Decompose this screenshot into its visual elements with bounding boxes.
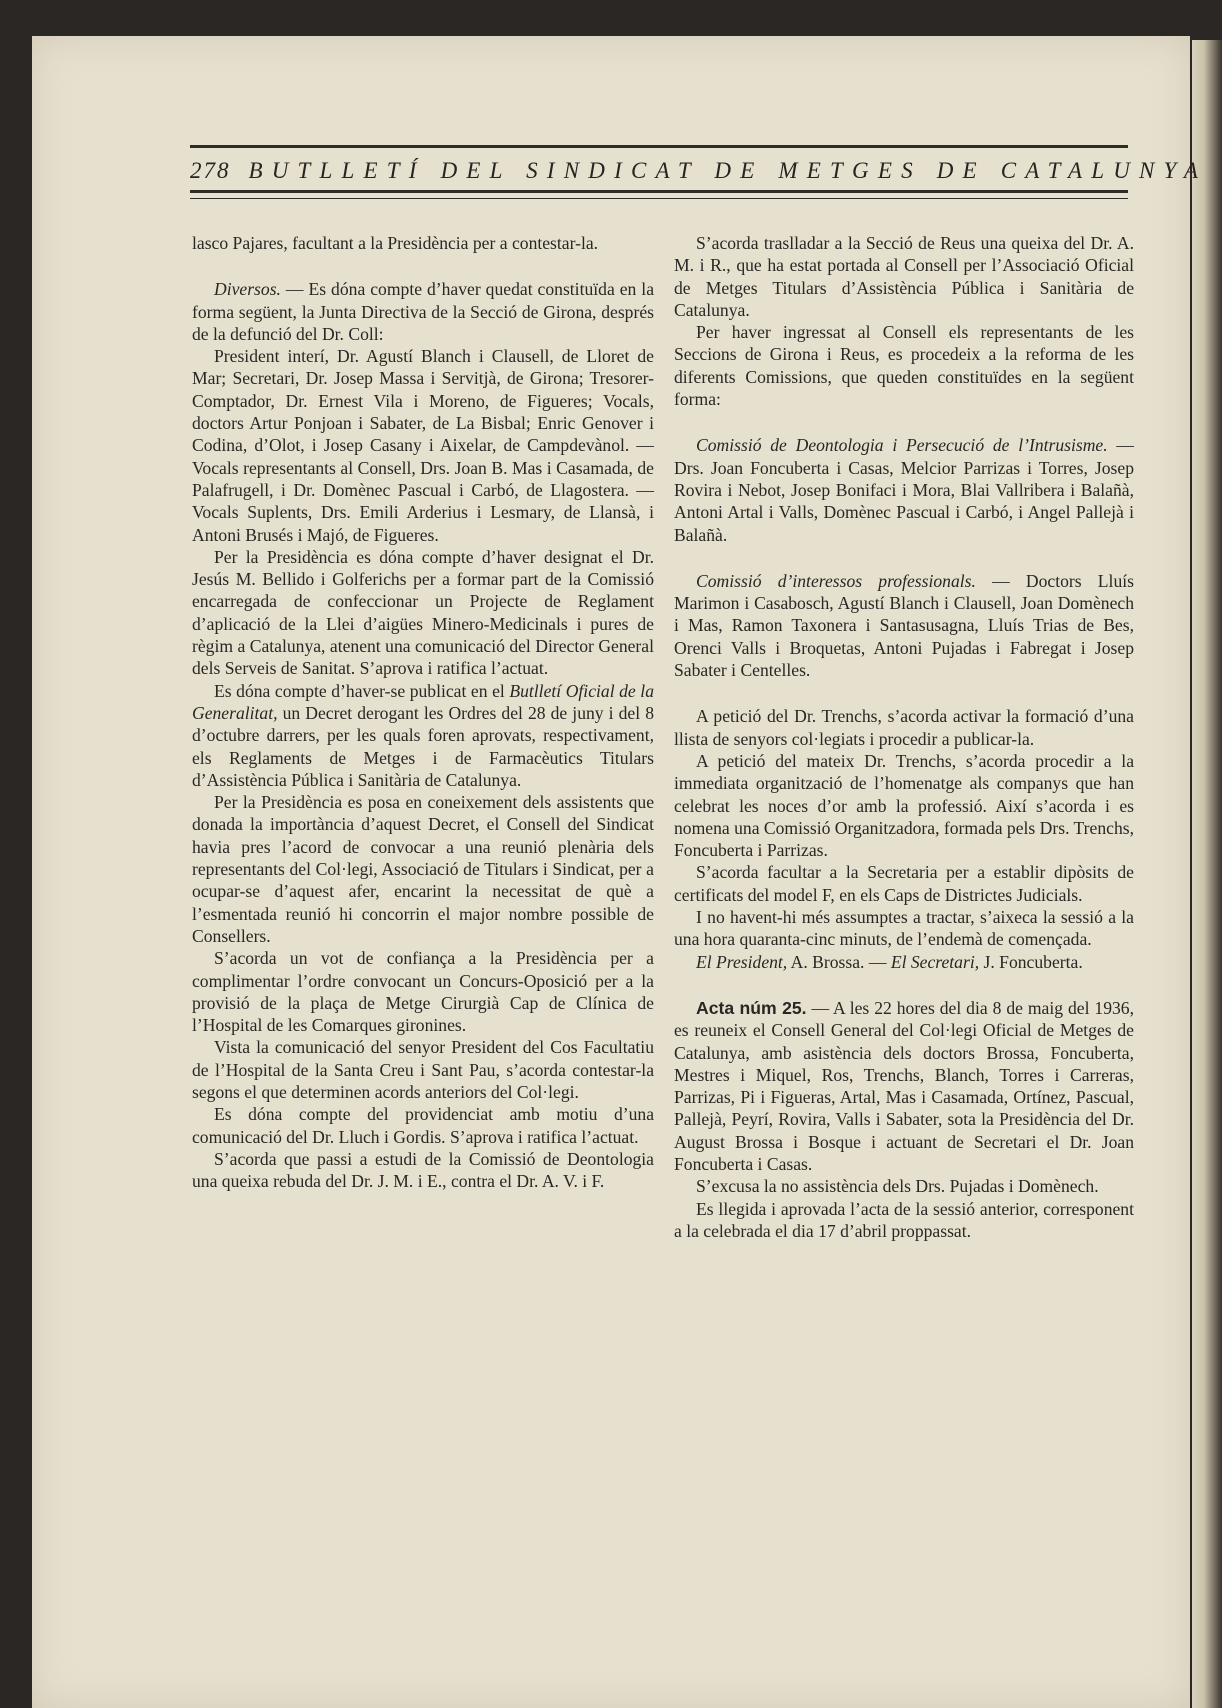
paragraph: S’acorda que passi a estudi de la Comissió de Deontologia una queixa rebuda del Dr. J. M. i E., contra el Dr. A. V. i F. [192, 1148, 654, 1192]
paragraph: Per haver ingressat al Consell els representants de les Seccions de Girona i Reus, es procedeix a la reforma de les diferents Comissions, que queden constituïdes en la següent forma: [674, 322, 1134, 410]
paragraph-commission-deontology: Comissió de Deontologia i Persecució de l’Intrusisme. — Drs. Joan Foncuberta i Casas, Melcior Parrizas i Torres, Josep Rovira i Nebot, Josep Bonifaci i Mora, Blai Vallribera i Balañà, Antoni Artal i Valls, Domènec Pascual i Carbó, i Angel Pallejà i Balañà. [674, 435, 1134, 545]
paragraph: A petició del Dr. Trenchs, s’acorda activar la formació d’una llista de senyors col·legiats i procedir a publicar-la. [674, 706, 1134, 749]
section-lead: Diversos. [214, 279, 281, 300]
paragraph-acta-25: Acta núm 25. — A les 22 hores del dia 8 de maig del 1936, es reuneix el Consell General del Col·legi Oficial de Metges de Catalunya, amb asistència dels doctors Brossa, Foncuberta, Mestres i Miquel, Ros, Trenchs, Blanch, Torres i Carreras, Parrizas, Pi i Figueras, Artal, Mas i Casamada, Ortínez, Pascual, Pallejà, Peyrí, Rovira, Valls i Sabater, sota la Presidència del Dr. August Brossa i Bosque i actuant de Secretari el Dr. Joan Foncuberta i Casas. [674, 997, 1134, 1174]
signatures: El President, A. Brossa. — El Secretari, J. Foncuberta. [696, 951, 1083, 972]
page-edge [1192, 40, 1222, 1708]
paragraph-diversos: Diversos. — Es dóna compte d’haver quedat constituïda en la forma següent, la Junta Directiva de la Secció de Girona, després de la defunció del Dr. Coll: [192, 279, 654, 344]
section-lead: Comissió de Deontologia i Persecució de l’Intrusisme. [696, 435, 1108, 456]
paragraph: President interí, Dr. Agustí Blanch i Clausell, de Lloret de Mar; Secretari, Dr. Josep Massa i Servitjà, de Girona; Tresorer-Comptador, Dr. Ernest Vila i Moreno, de Figueres; Vocals, doctors Artur Ponjoan i Sabater, de La Bisbal; Enric Genover i Codina, d’Olot, i Josep Casany i Aixelar, de Campdevànol. — Vocals representants al Consell, Drs. Joan B. Mas i Casamada, de Palafrugell, i Dr. Domènec Pascual i Carbó, de Llagostera. — Vocals Suplents, Drs. Emili Arderius i Lesmary, de Llansà, i Antoni Brusés i Majó, de Figueres. [192, 346, 654, 545]
acta-heading: Acta núm 25. [696, 997, 807, 1018]
paragraph: Es dóna compte del providenciat amb motiu d’una comunicació del Dr. Lluch i Gordis. S’aprova i ratifica l’actuat. [192, 1104, 654, 1147]
paragraph: S’excusa la no assistència dels Drs. Pujadas i Domènech. [696, 1176, 1099, 1197]
left-column [192, 232, 654, 1192]
paragraph: Es llegida i aprovada l’acta de la sessió anterior, corresponent a la celebrada el dia 17 d’abril proppassat. [674, 1198, 1134, 1241]
paragraph-commission-interests: Comissió d’interessos professionals. — Doctors Lluís Marimon i Casabosch, Agustí Blanch i Clausell, Joan Domènech i Mas, Ramon Taxonera i Santasusagna, Lluís Trias de Bes, Orenci Valls i Broquetas, Antoni Pujadas i Fabregat i Josep Sabater i Centelles. [674, 570, 1134, 681]
paragraph: A petició del mateix Dr. Trenchs, s’acorda procedir a la immediata organització de l’homenatge als companys que han celebrat les noces d’or amb la professió. Així s’acorda i es nomena una Comissió Organitzadora, formada pels Drs. Trenchs, Foncuberta i Parrizas. [674, 750, 1134, 861]
paragraph: lasco Pajares, facultant a la Presidència per a contestar-la. [192, 233, 599, 253]
header-bottom-thin-rule [190, 198, 1128, 199]
section-lead: Comissió d’interessos professionals. [696, 570, 976, 591]
page-number: 278 [190, 158, 231, 183]
paragraph: Per la Presidència es posa en coneixement dels assistents que donada la importància d’aquest Decret, el Consell del Sindicat havia pres l’acord de convocar a una reunió plenària dels representants del Col·legi, Associació de Titulars i Sindicat, per a ocupar-se d’aquest afer, encarint la necessitat de què a l’esmentada reunió hi concorrin el major nombre possible de Consellers. [192, 792, 654, 946]
header-top-rule [190, 145, 1128, 148]
paragraph: S’acorda facultar a la Secretaria per a establir dipòsits de certificats del model F, en els Caps de Districtes Judicials. [674, 862, 1134, 905]
header-bottom-rule [190, 190, 1128, 193]
paragraph: Vista la comunicació del senyor President del Cos Facultatiu de l’Hospital de la Santa Creu i Sant Pau, s’acorda contestar-la segons el que determinen acords anteriors del Col·legi. [192, 1037, 654, 1102]
paragraph: S’acorda traslladar a la Secció de Reus una queixa del Dr. A. M. i R., que ha estat portada al Consell per l’Associació Oficial de Metges Titulars d’Assistència Pública i Sanitària de Catalunya. [674, 233, 1134, 320]
running-header [190, 155, 1208, 187]
paragraph: S’acorda un vot de confiança a la Presidència per a complimentar l’ordre convocant un Concurs-Oposició per a la provisió de la plaça de Metge Cirurgià Cap de Clínica de l’Hospital de les Comarques gironines. [192, 948, 654, 1036]
paragraph: I no havent-hi més assumptes a tractar, s’aixeca la sessió a la una hora quaranta-cinc minuts, de l’endemà de començada. [674, 907, 1134, 950]
paragraph: Es dóna compte d’haver-se publicat en el Butlletí Oficial de la Generalitat, un Decret derogant les Ordres del 28 de juny i del 8 d’octubre darrers, per les quals foren aprovats, respectivament, els Reglaments de Metges i de Farmacèutics Titulars d’Assistència Pública i Sanitària de Catalunya. [192, 680, 654, 790]
journal-title: BUTLLETÍ DEL SINDICAT DE METGES DE CATALUNYA [248, 158, 1208, 183]
paragraph: Per la Presidència es dóna compte d’haver designat el Dr. Jesús M. Bellido i Golferichs per a formar part de la Comissió encarregada de confeccionar un Projecte de Reglament d’aplicació de la Llei d’aigües Minero-Medicinals i pures de règim a Catalunya, atenent una comunicació del Director General dels Serveis de Sanitat. S’aprova i ratifica l’actuat. [192, 546, 654, 679]
right-column [674, 232, 1134, 1242]
publication-title: Butlletí Oficial de la Generalitat, [192, 680, 654, 723]
